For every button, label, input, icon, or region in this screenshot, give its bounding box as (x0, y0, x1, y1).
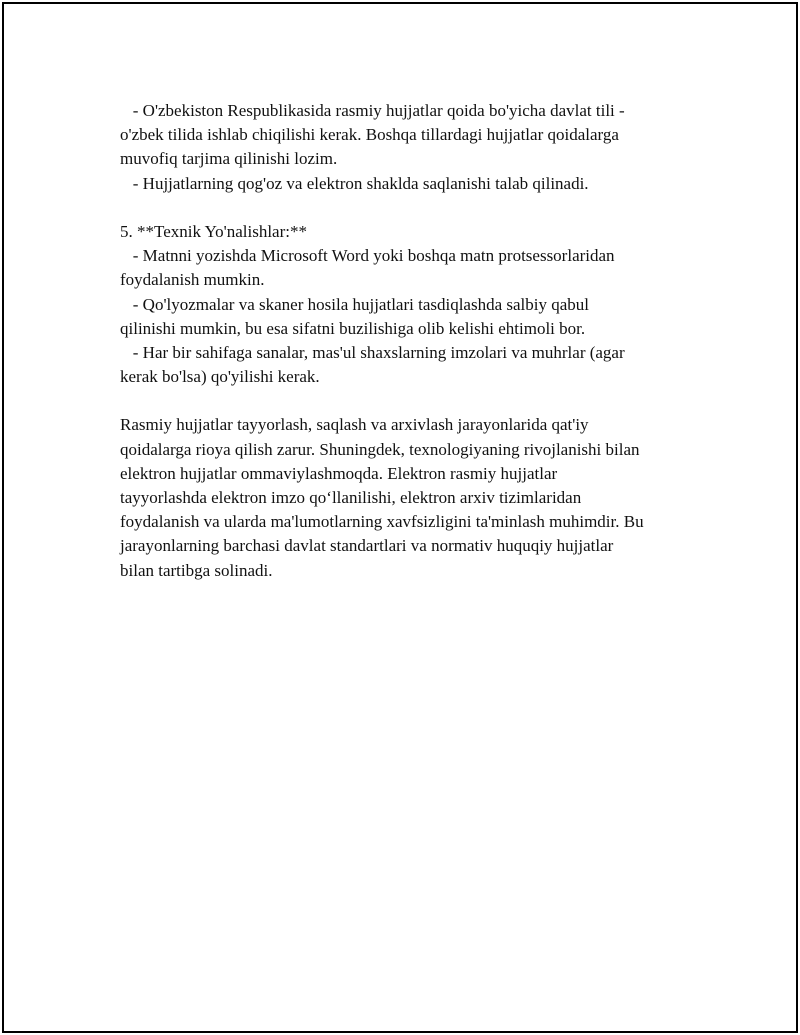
technical-guidelines-block (120, 220, 700, 389)
text-line: kerak bo'lsa) qo'yilishi kerak. (120, 367, 320, 387)
text-line: - Qo'lyozmalar va skaner hosila hujjatlari tasdiqlashda salbiy qabul (120, 294, 590, 314)
paragraph-gap (120, 389, 700, 413)
conclusion-paragraph (120, 413, 700, 582)
document-page (2, 2, 798, 1033)
text-line: - Hujjatlarning qog'oz va elektron shaklda saqlanishi talab qilinadi. (120, 173, 589, 193)
text-line: o'zbek tilida ishlab chiqilishi kerak. Boshqa tillardagi hujjatlar qoidalarga (120, 125, 619, 145)
text-line: qilinishi mumkin, bu esa sifatni buzilishiga olib kelishi ehtimoli bor. (120, 318, 586, 338)
document-body (120, 99, 700, 583)
text-line: tayyorlashda elektron imzo qo‘llanilishi, elektron arxiv tizimlaridan (120, 488, 582, 507)
paragraph-gap (120, 196, 700, 220)
text-line: bilan tartibga solinadi. (120, 560, 273, 580)
section-heading: 5. **Texnik Yo'nalishlar:** (120, 221, 307, 241)
text-line: foydalanish mumkin. (120, 270, 265, 290)
text-line: muvofiq tarjima qilinishi lozim. (120, 149, 338, 169)
legal-requirements-block (120, 99, 700, 196)
text-line: Rasmiy hujjatlar tayyorlash, saqlash va arxivlash jarayonlarida qat'iy (120, 415, 589, 435)
text-line: foydalanish va ularda ma'lumotlarning xavfsizligini ta'minlash muhimdir. Bu (120, 512, 644, 532)
text-line: - O'zbekiston Respublikasida rasmiy hujjatlar qoida bo'yicha davlat tili - (120, 101, 625, 120)
text-line: jarayonlarning barchasi davlat standartlari va normativ huquqiy hujjatlar (120, 536, 614, 556)
text-line: - Har bir sahifaga sanalar, mas'ul shaxslarning imzolari va muhrlar (agar (120, 342, 625, 362)
text-line: qoidalarga rioya qilish zarur. Shuningdek, texnologiyaning rivojlanishi bilan (120, 439, 640, 459)
text-line: - Matnni yozishda Microsoft Word yoki boshqa matn protsessorlaridan (120, 246, 615, 266)
text-line: elektron hujjatlar ommaviylashmoqda. Elektron rasmiy hujjatlar (120, 463, 558, 483)
